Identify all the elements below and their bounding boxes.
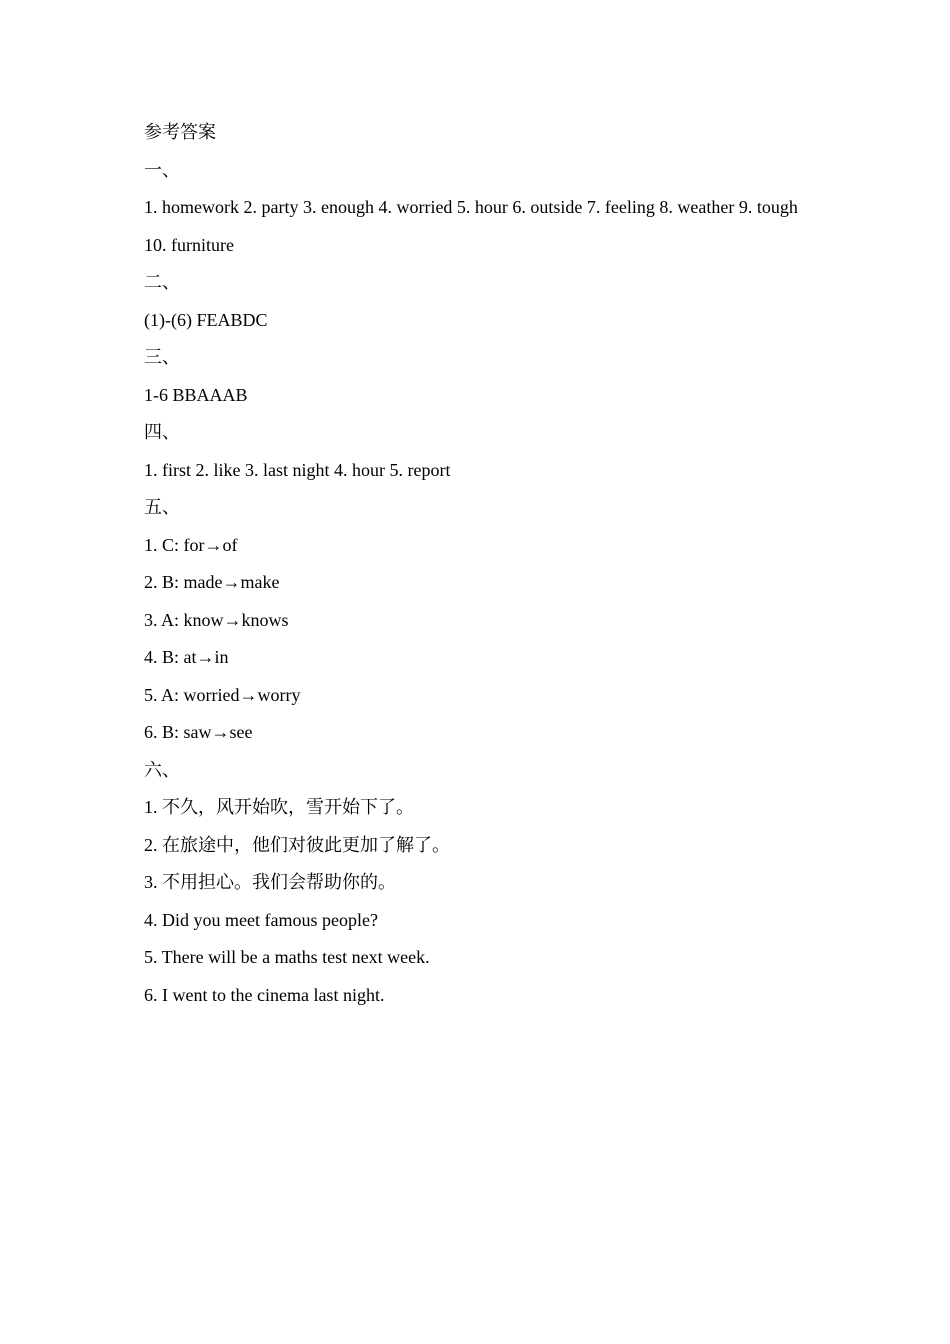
section-6-answer-5: 5. There will be a maths test next week.	[144, 947, 430, 967]
section-6-answer-3: 3. 不用担心。我们会帮助你的。	[144, 872, 396, 892]
section-6-answer-2: 2. 在旅途中，他们对彼此更加了解了。	[144, 834, 450, 855]
answer-key	[144, 114, 816, 1014]
section-heading-3: 三、	[144, 347, 180, 367]
section-6-answer-4: 4. Did you meet famous people?	[144, 909, 378, 930]
section-6-answer-6: 6. I went to the cinema last night.	[144, 984, 385, 1005]
section-heading-4: 四、	[144, 422, 180, 442]
page-title: 参考答案	[144, 122, 216, 142]
section-5-answer-1: 1. C: for→of	[144, 534, 238, 555]
section-3-answers: 1-6 BBAAAB	[144, 384, 248, 405]
section-2-answers: (1)-(6) FEABDC	[144, 309, 268, 330]
section-5-answer-6: 6. B: saw→see	[144, 722, 253, 742]
section-heading-5: 五、	[144, 497, 180, 517]
section-6-answer-1: 1. 不久，风开始吹，雪开始下了。	[144, 797, 414, 817]
section-5-answer-3: 3. A: know→knows	[144, 609, 289, 630]
section-heading-6: 六、	[144, 759, 180, 780]
section-5-answer-4: 4. B: at→in	[144, 647, 229, 667]
section-4-answers: 1. first 2. like 3. last night 4. hour 5. report	[144, 459, 451, 480]
section-heading-1: 一、	[144, 159, 180, 180]
section-1-answers: 1. homework 2. party 3. enough 4. worried 5. hour 6. outside 7. feeling 8. weather 9. tough 10. furniture	[144, 197, 798, 255]
section-heading-2: 二、	[144, 272, 180, 292]
section-5-answer-5: 5. A: worried→worry	[144, 684, 301, 705]
section-5-answer-2: 2. B: made→make	[144, 572, 280, 592]
